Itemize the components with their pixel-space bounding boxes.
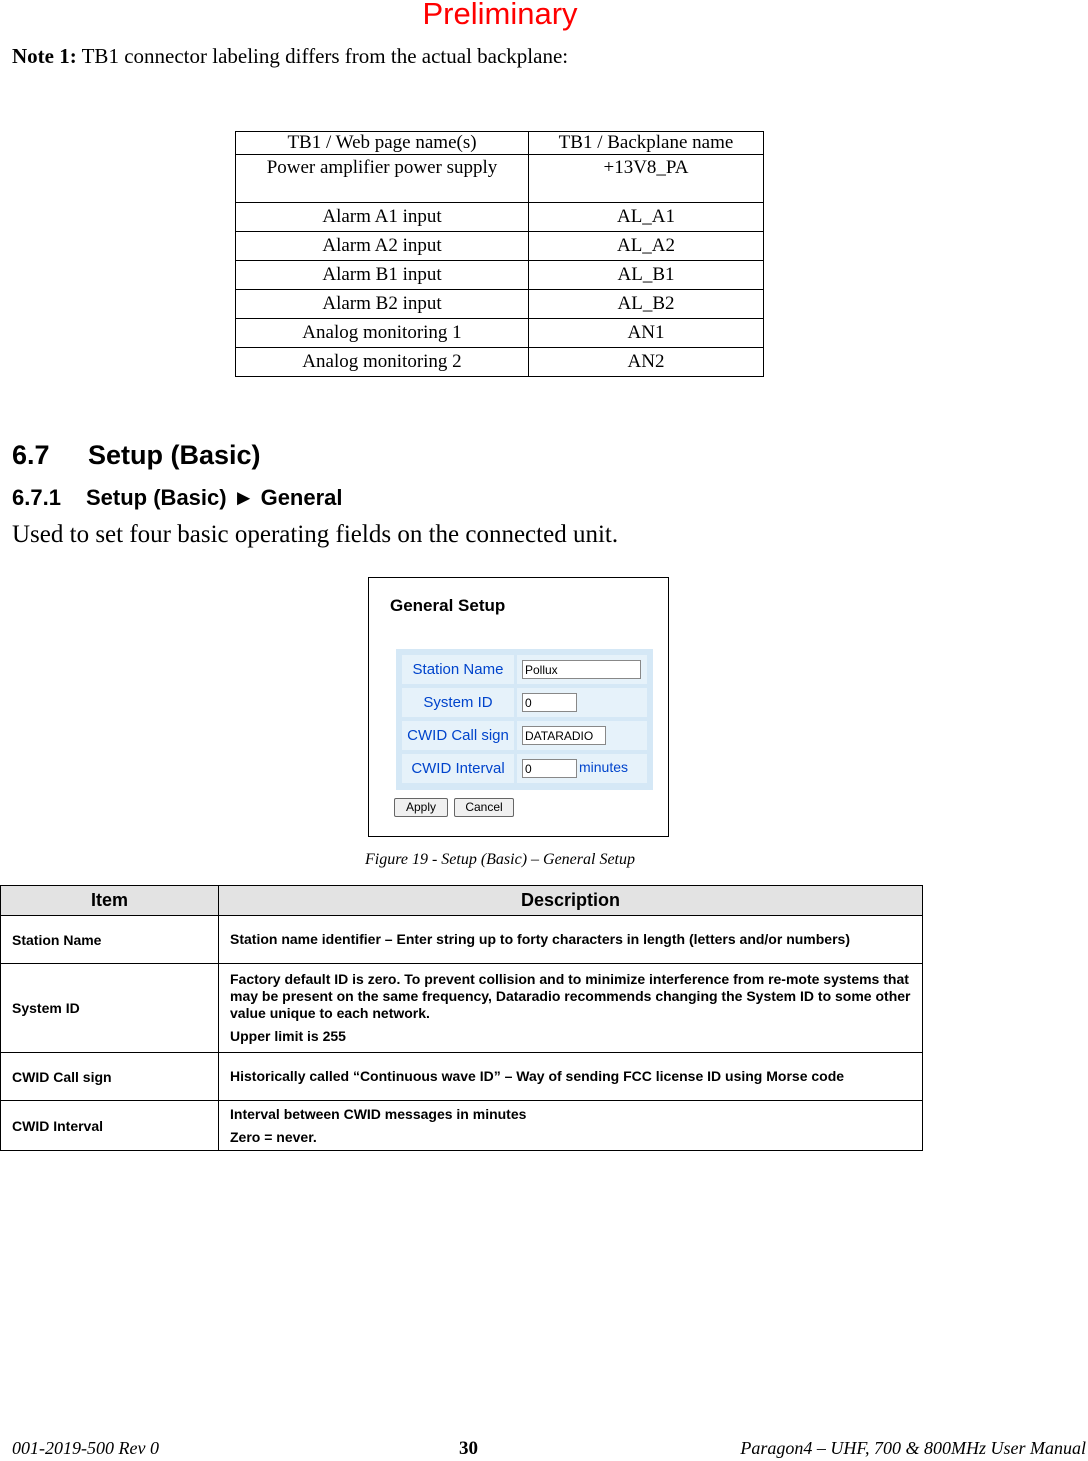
description-text: Upper limit is 255 <box>230 1028 346 1044</box>
general-setup-title: General Setup <box>390 596 506 615</box>
table-header-cell: Item <box>1 886 219 916</box>
form-row-station-name <box>402 655 647 684</box>
cwid-interval-label: CWID Interval <box>402 754 514 783</box>
table-cell <box>219 1053 923 1101</box>
form-row-cwid-call-sign <box>402 721 647 750</box>
apply-button[interactable]: Apply <box>394 798 448 817</box>
station-name-label: Station Name <box>402 655 514 684</box>
table-cell: AN1 <box>529 319 764 348</box>
description-text: Historically called “Continuous wave ID” – Way of sending FCC license ID using Morse code <box>230 1068 845 1084</box>
table-cell: Alarm B2 input <box>236 290 529 319</box>
footer-doc-number: 001-2019-500 Rev 0 <box>12 1438 159 1458</box>
section-title: Setup (Basic) <box>88 440 261 470</box>
table-cell: System ID <box>1 964 219 1053</box>
table-header-cell: Description <box>219 886 923 916</box>
table-header-cell: TB1 / Web page name(s) <box>236 132 529 155</box>
table-cell: Analog monitoring 2 <box>236 348 529 377</box>
footer-page-number: 30 <box>459 1438 478 1459</box>
cwid-call-sign-input[interactable]: DATARADIO <box>522 726 606 745</box>
table-row <box>236 261 764 290</box>
preliminary-watermark: Preliminary <box>422 0 578 31</box>
cwid-call-sign-cell <box>517 721 647 750</box>
cwid-call-sign-label: CWID Call sign <box>402 721 514 750</box>
cancel-button[interactable]: Cancel <box>454 798 514 817</box>
figure-caption: Figure 19 - Setup (Basic) – General Setup <box>364 851 635 868</box>
note-text: TB1 connector labeling differs from the actual backplane: <box>81 44 569 68</box>
table-row <box>236 290 764 319</box>
station-name-cell <box>517 655 647 684</box>
table-row <box>1 1101 923 1151</box>
table-cell: +13V8_PA <box>529 155 764 203</box>
form-row-cwid-interval <box>402 754 647 783</box>
system-id-label: System ID <box>402 688 514 717</box>
table-header-cell: TB1 / Backplane name <box>529 132 764 155</box>
station-name-input[interactable]: Pollux <box>522 660 641 679</box>
tb1-mapping-table <box>235 131 764 377</box>
subsection-title: Setup (Basic) ► General <box>86 485 343 510</box>
table-header-row <box>236 132 764 155</box>
table-cell: AL_A1 <box>529 203 764 232</box>
form-row-system-id <box>402 688 647 717</box>
table-cell <box>219 964 923 1053</box>
table-cell: AN2 <box>529 348 764 377</box>
cwid-interval-unit: minutes <box>579 759 629 775</box>
table-row <box>236 232 764 261</box>
table-cell: Analog monitoring 1 <box>236 319 529 348</box>
subsection-number: 6.7.1 <box>12 485 61 510</box>
section-number: 6.7 <box>12 440 50 470</box>
item-description-table <box>0 885 923 1151</box>
note-label: Note 1: <box>12 44 77 68</box>
table-cell: Alarm A2 input <box>236 232 529 261</box>
table-row <box>1 1053 923 1101</box>
intro-paragraph: Used to set four basic operating fields on the connected unit. <box>12 521 619 548</box>
table-cell: Power amplifier power supply <box>236 155 529 203</box>
table-cell: AL_A2 <box>529 232 764 261</box>
table-cell: CWID Call sign <box>1 1053 219 1101</box>
system-id-input[interactable]: 0 <box>522 693 577 712</box>
table-cell: AL_B2 <box>529 290 764 319</box>
table-row <box>236 319 764 348</box>
description-text: Interval between CWID messages in minutes <box>230 1105 527 1122</box>
table-row <box>236 203 764 232</box>
table-cell: CWID Interval <box>1 1101 219 1151</box>
table-cell: AL_B1 <box>529 261 764 290</box>
section-heading <box>12 440 261 471</box>
table-cell <box>219 1101 923 1151</box>
cwid-interval-cell <box>517 754 647 783</box>
footer-manual-title: Paragon4 – UHF, 700 & 800MHz User Manual <box>740 1438 1086 1458</box>
table-row <box>1 916 923 964</box>
table-row <box>1 964 923 1053</box>
description-text: Zero = never. <box>230 1128 317 1145</box>
general-setup-form <box>396 649 653 790</box>
table-row <box>236 348 764 377</box>
table-header-row <box>1 886 923 916</box>
note-1 <box>12 44 568 69</box>
table-cell: Alarm B1 input <box>236 261 529 290</box>
table-cell: Alarm A1 input <box>236 203 529 232</box>
cwid-interval-input[interactable]: 0 <box>522 759 577 778</box>
table-cell: Station Name <box>1 916 219 964</box>
table-cell <box>219 916 923 964</box>
description-text: Factory default ID is zero. To prevent collision and to minimize interference from re-mote systems that may be present on the same frequency, Dataradio recommends changing the System ID to some other value unique to each network. <box>230 971 911 1021</box>
subsection-heading <box>12 485 343 511</box>
description-text: Station name identifier – Enter string up to forty characters in length (letters and/or numbers) <box>230 931 850 947</box>
general-setup-screenshot <box>368 577 669 837</box>
table-row <box>236 155 764 203</box>
system-id-cell <box>517 688 647 717</box>
